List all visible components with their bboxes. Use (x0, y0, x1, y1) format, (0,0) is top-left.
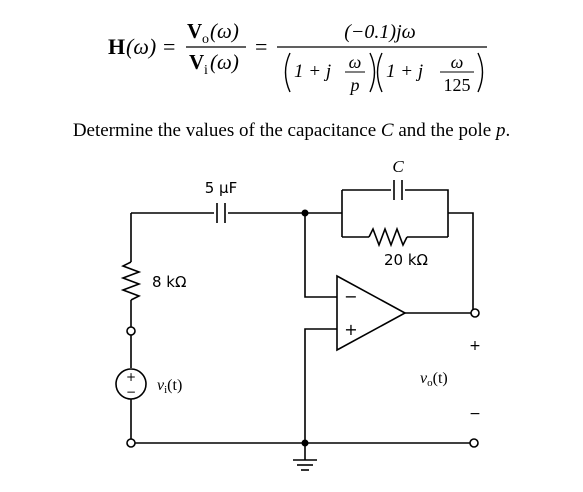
eq-lhs-h: H (108, 34, 126, 59)
wire-feedback-to-output (448, 213, 473, 311)
output-terminal-bottom (470, 439, 478, 447)
eq-vi-sub: i (204, 63, 208, 78)
feedback-capacitor-label: C (392, 157, 404, 176)
input-capacitor-label: 5 μF (204, 179, 238, 197)
wire-feedback-cap-left (342, 190, 391, 237)
source-plus-sign: + (125, 370, 137, 384)
source-label-t: (t) (167, 377, 183, 394)
output-minus-sign: − (469, 406, 481, 422)
wire-top-left (131, 213, 214, 262)
eq-lhs-arg: (ω) (126, 34, 157, 59)
junction-node-bottom (302, 440, 309, 447)
eq-factor2-125: 125 (443, 75, 471, 95)
opamp-plus-sign: + (344, 320, 358, 339)
eq-factor2-one: 1 + j (386, 61, 424, 82)
junction-node-top (302, 210, 309, 217)
eq-equals-2: = (255, 34, 268, 59)
eq-vo-arg: (ω) (210, 19, 239, 43)
question-part2: and the pole (393, 120, 496, 141)
output-label-t: (t) (432, 370, 448, 387)
eq-vo-sub: o (202, 32, 209, 47)
output-label (420, 370, 448, 389)
question-part3: . (505, 120, 511, 141)
eq-factor1-one: 1 + j (294, 61, 332, 82)
input-terminal-top (127, 327, 135, 335)
output-plus-sign: + (469, 338, 481, 354)
eq-rhs-numerator: (−0.1)jω (344, 21, 416, 43)
wire-feedback-cap-right (405, 190, 448, 237)
question-var-c: C (380, 120, 394, 141)
opamp-minus-sign: − (344, 287, 358, 306)
input-resistor (123, 262, 139, 300)
eq-vi-arg: (ω) (210, 50, 239, 74)
wire-node-to-minus (305, 213, 337, 297)
eq-equals-1: = (163, 34, 176, 59)
feedback-resistor (369, 229, 407, 245)
source-label (157, 377, 182, 396)
eq-factor2-omega: ω (450, 52, 464, 72)
eq-factor1-p: p (350, 75, 360, 95)
eq-vi: V (189, 50, 205, 74)
source-label-v: v (157, 377, 165, 394)
output-label-v: v (420, 370, 428, 387)
eq-factor1-omega: ω (348, 52, 362, 72)
output-label-sub: o (427, 377, 433, 389)
question-part1: Determine the values of the capacitance (72, 120, 381, 141)
input-terminal-bottom (127, 439, 135, 447)
output-terminal-top (471, 309, 479, 317)
input-resistor-label: 8 kΩ (152, 273, 187, 291)
feedback-resistor-label: 20 kΩ (383, 251, 429, 269)
wire-plus-to-ground (305, 329, 337, 443)
eq-vo: V (187, 19, 203, 43)
question-var-p: p (495, 120, 506, 141)
source-minus-sign: − (125, 385, 137, 399)
source-label-sub: i (164, 384, 168, 396)
